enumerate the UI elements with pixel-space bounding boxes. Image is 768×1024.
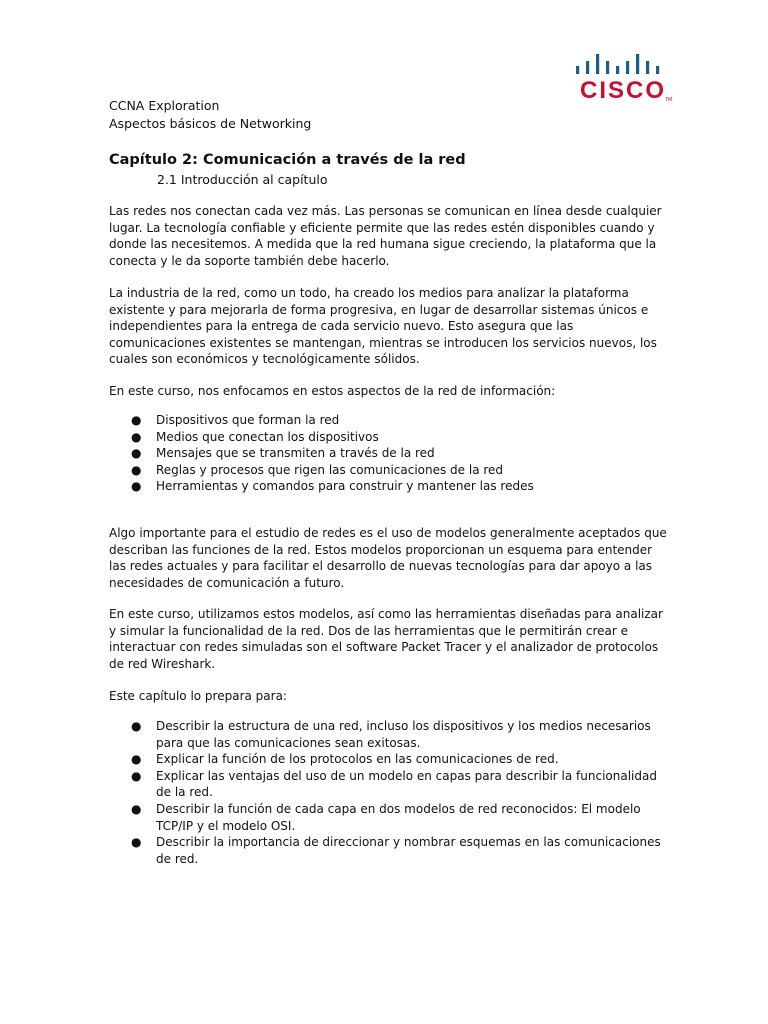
course-subtitle: Aspectos básicos de Networking xyxy=(109,116,312,131)
list-item: ● Explicar las ventajas del uso de un modelo en capas para describir la funcionalidad de la red. xyxy=(131,768,657,800)
list-item: ● Reglas y procesos que rigen las comunicaciones de la red xyxy=(131,462,504,477)
paragraph-text: Este capítulo lo prepara para: xyxy=(109,689,287,703)
paragraph-text: En este curso, utilizamos estos modelos, así como las herramientas diseñadas para analizar y simular la funcionalidad de la red. Dos de las herramientas que le permitirán crear e interactuar con redes simuladas son el software Packet Tracer y el analizador de protocolos de red Wireshark. xyxy=(109,607,663,671)
bullet-icon: ● xyxy=(131,752,142,767)
bullet-icon: ● xyxy=(131,835,142,850)
trademark-mark: TM xyxy=(665,97,673,103)
list-item: ● Describir la función de cada capa en dos modelos de red reconocidos: El modelo TCP/IP y el modelo OSI. xyxy=(131,801,641,833)
document-header xyxy=(109,97,311,133)
bullet-icon: ● xyxy=(131,462,142,477)
bullet-icon: ● xyxy=(131,446,142,461)
list-item: ● Describir la importancia de direccionar y nombrar esquemas en las comunicaciones de red. xyxy=(131,835,661,866)
list-item: ● Explicar la función de los protocolos en las comunicaciones de red. xyxy=(131,752,559,767)
list-item: ● Herramientas y comandos para construir y mantener las redes xyxy=(131,479,534,494)
chapter-title: Capítulo 2: Comunicación a través de la red xyxy=(109,152,466,168)
paragraph-2 xyxy=(109,285,669,368)
paragraph-6 xyxy=(109,688,669,705)
paragraph-1 xyxy=(109,203,669,269)
paragraph-3 xyxy=(109,383,669,400)
paragraph-5 xyxy=(109,606,669,672)
bullet-icon: ● xyxy=(131,429,142,444)
bullet-icon: ● xyxy=(131,719,142,733)
cisco-wordmark: CISCO xyxy=(580,77,667,104)
cisco-bridge-bars-icon xyxy=(574,52,664,78)
aspects-list xyxy=(109,412,669,495)
bullet-icon: ● xyxy=(131,413,142,427)
bullet-icon: ● xyxy=(131,479,142,494)
paragraph-4 xyxy=(109,525,669,591)
bullet-icon: ● xyxy=(131,768,142,783)
list-item: ● Mensajes que se transmiten a través de la red xyxy=(131,446,435,461)
paragraph-text: Las redes nos conectan cada vez más. Las personas se comunican en línea desde cualquier lugar. La tecnología confiable y eficiente permite que las redes estén disponibles cuando y donde las necesitemos. A medida que la red humana sigue creciendo, la plataforma que la conecta y le da soporte también debe hacerlo. xyxy=(109,204,662,268)
list-item: ● Describir la estructura de una red, incluso los dispositivos y los medios necesarios para que las comunicaciones sean exitosas. xyxy=(131,719,651,750)
paragraph-text: Algo importante para el estudio de redes es el uso de modelos generalmente aceptados que describan las funciones de la red. Estos modelos proporcionan un esquema para entender las redes actuales y para facilitar el desarrollo de nuevas tecnologías para dar apoyo a las necesidades de comunicación a futuro. xyxy=(109,526,667,590)
paragraph-text: La industria de la red, como un todo, ha creado los medios para analizar la plataforma existente y para mejorarla de forma progresiva, en lugar de desarrollar sistemas únicos e independientes para la entrega de cada servicio nuevo. Esto asegura que las comunicaciones existentes se mantengan, mientras se introducen los servicios nuevos, los cuales son económicos y tecnológicamente sólidos. xyxy=(109,286,657,367)
cisco-logo xyxy=(566,42,680,112)
list-item: ● Medios que conectan los dispositivos xyxy=(131,429,379,444)
course-name: CCNA Exploration xyxy=(109,98,220,113)
list-item: ● Dispositivos que forman la red xyxy=(131,413,340,427)
objectives-list xyxy=(109,718,669,867)
paragraph-text: En este curso, nos enfocamos en estos aspectos de la red de información: xyxy=(109,384,556,398)
section-title: 2.1 Introducción al capítulo xyxy=(157,172,328,187)
bullet-icon: ● xyxy=(131,801,142,816)
